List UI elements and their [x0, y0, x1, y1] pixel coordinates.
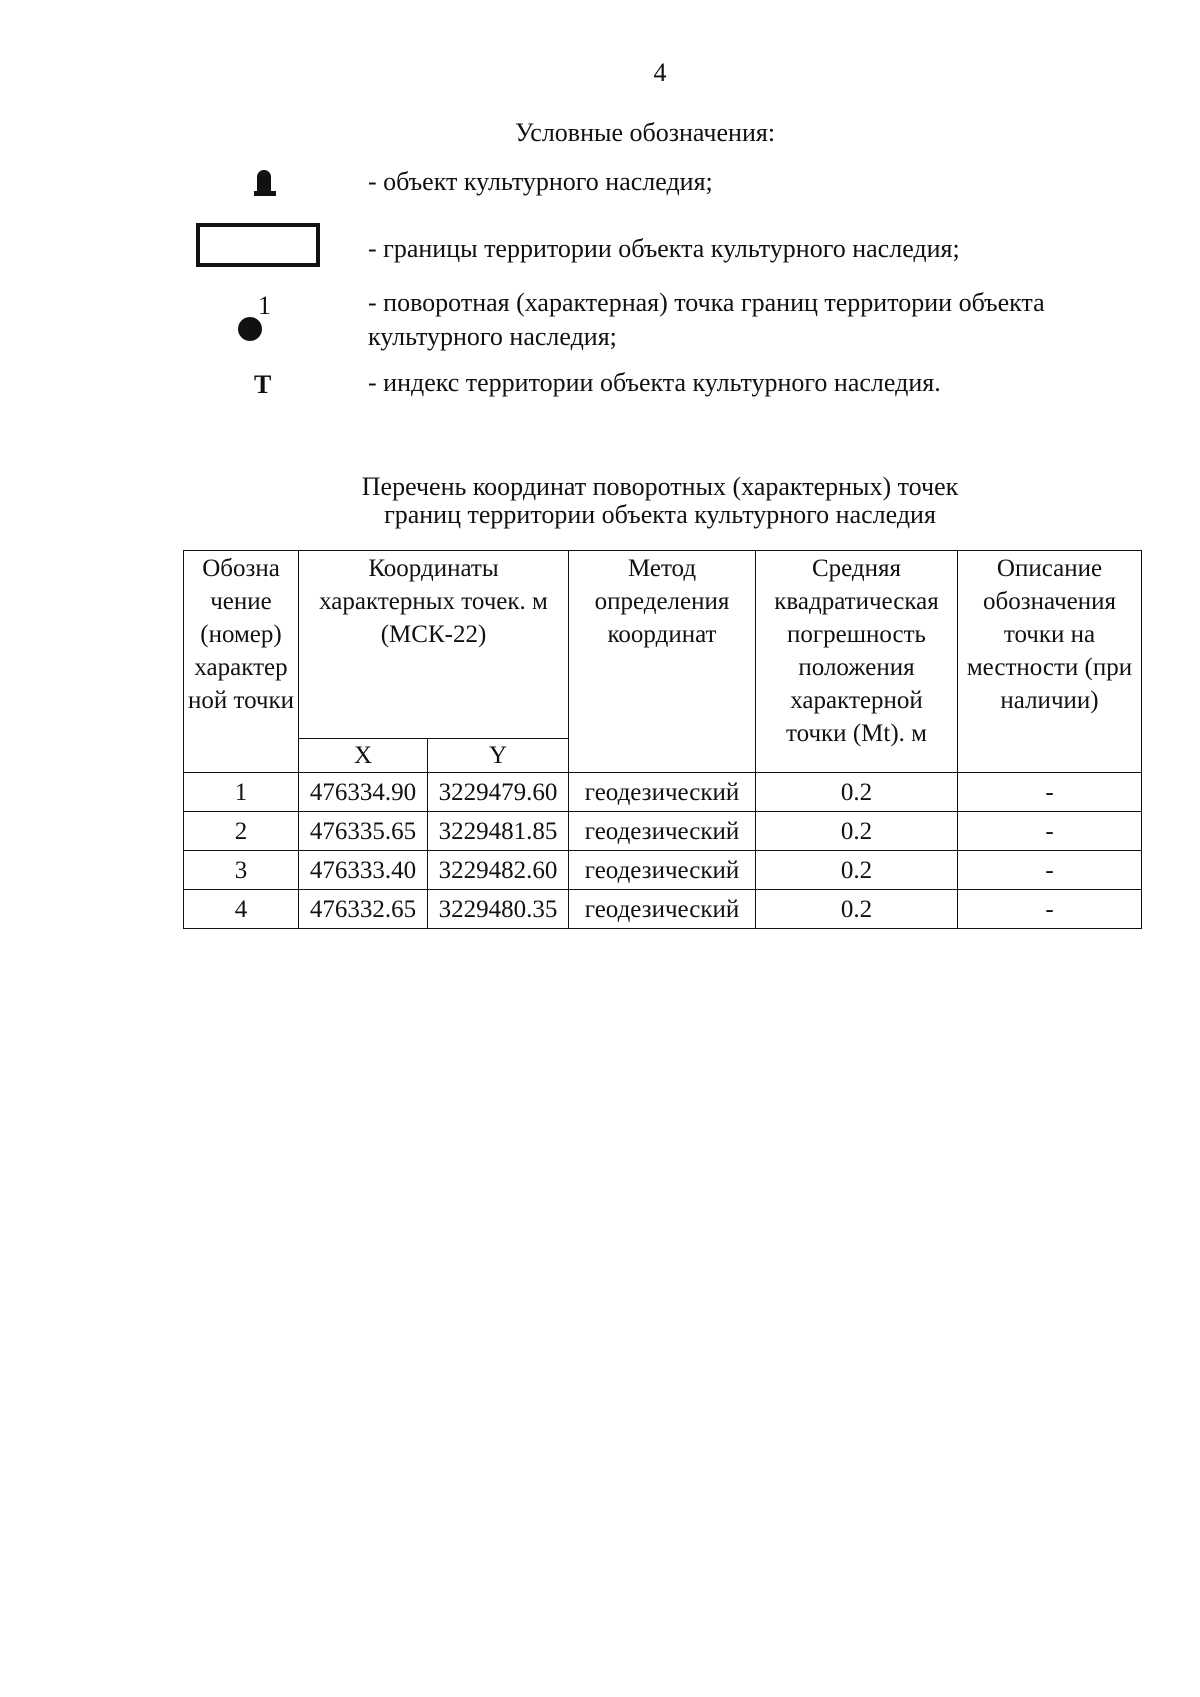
page-number: 4 — [653, 58, 667, 87]
cell-y: 3229482.60 — [428, 851, 569, 890]
cell-description: - — [958, 851, 1142, 890]
territory-boundary-icon — [196, 223, 320, 267]
legend-title: Условные обозначения: — [515, 118, 776, 147]
table-row — [184, 773, 1142, 812]
cell-accuracy: 0.2 — [756, 890, 958, 929]
turning-point-icon — [238, 291, 278, 347]
header-description: Описание обозначения точки на местности (при наличии) — [958, 551, 1142, 773]
table-header-row — [184, 551, 1142, 739]
cell-method: геодезический — [569, 851, 756, 890]
table-row — [184, 812, 1142, 851]
table-caption — [0, 473, 1200, 529]
cell-y: 3229479.60 — [428, 773, 569, 812]
table-caption-line-1: Перечень координат поворотных (характерных) точек — [361, 472, 959, 501]
cell-accuracy: 0.2 — [756, 773, 958, 812]
legend-item-turning-point: - поворотная (характерная) точка границ территории объекта культурного наследия; — [368, 288, 1045, 351]
table-caption-line-2: границ территории объекта культурного наследия — [384, 500, 936, 529]
header-designation: Обозна чение (номер) характер ной точки — [184, 551, 299, 773]
cell-point-number: 4 — [184, 890, 299, 929]
legend-item-territory-index: - индекс территории объекта культурного наследия. — [368, 368, 941, 397]
cell-y: 3229480.35 — [428, 890, 569, 929]
header-accuracy: Средняя квадратическая погрешность положения характерной точки (Mt). м — [756, 551, 958, 773]
cell-method: геодезический — [569, 812, 756, 851]
cell-point-number: 3 — [184, 851, 299, 890]
cell-x: 476332.65 — [299, 890, 428, 929]
territory-index-icon: Т — [254, 370, 272, 399]
cell-x: 476334.90 — [299, 773, 428, 812]
table-row — [184, 851, 1142, 890]
cell-method: геодезический — [569, 773, 756, 812]
table-row — [184, 890, 1142, 929]
cell-x: 476335.65 — [299, 812, 428, 851]
cell-point-number: 2 — [184, 812, 299, 851]
cell-description: - — [958, 890, 1142, 929]
legend-item-territory-boundary: - границы территории объекта культурного наследия; — [368, 234, 960, 263]
legend-item-heritage-object: - объект культурного наследия; — [368, 167, 713, 196]
header-coordinates: Координаты характерных точек. м (МСК-22) — [299, 551, 569, 739]
cell-method: геодезический — [569, 890, 756, 929]
coordinates-table — [183, 550, 1142, 929]
heritage-object-icon — [254, 170, 276, 198]
header-method: Метод определения координат — [569, 551, 756, 773]
cell-description: - — [958, 773, 1142, 812]
header-y: Y — [428, 739, 569, 773]
cell-accuracy: 0.2 — [756, 812, 958, 851]
cell-accuracy: 0.2 — [756, 851, 958, 890]
header-x: X — [299, 739, 428, 773]
cell-x: 476333.40 — [299, 851, 428, 890]
turning-point-icon-label: 1 — [258, 291, 271, 320]
cell-point-number: 1 — [184, 773, 299, 812]
cell-y: 3229481.85 — [428, 812, 569, 851]
cell-description: - — [958, 812, 1142, 851]
